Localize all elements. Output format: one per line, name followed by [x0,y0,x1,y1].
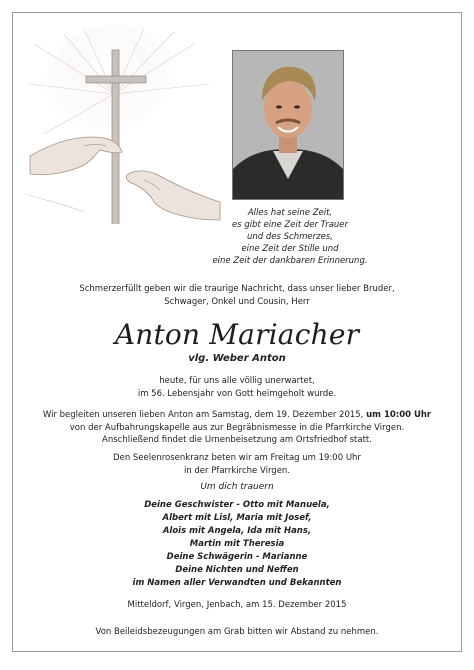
mourner-line: Deine Nichten und Neffen [175,565,299,575]
quote-line: und des Schmerzes, [247,232,333,242]
cross-hands-illustration [24,24,224,224]
rosary-line-2: in der Pfarrkirche Virgen. [183,465,291,476]
portrait-photo [232,50,344,200]
death-notice [24,375,450,400]
mourner-line: Deine Schwägerin - Marianne [166,552,308,562]
mourner-line: im Namen aller Verwandten und Bekannten [132,578,342,588]
memorial-quote [210,207,370,267]
rosary-info [24,452,450,477]
quote-line: eine Zeit der dankbaren Erinnerung. [212,256,368,266]
funeral-line-2: von der Aufbahrungskapelle aus zur Begräbnismesse in die Pfarrkirche Virgen. [69,422,405,433]
intro-text [30,283,444,308]
funeral-info [24,409,450,447]
funeral-line-1 [24,409,450,422]
quote-line: eine Zeit der Stille und [241,244,339,254]
intro-line-1: Schmerzerfüllt geben wir die traurige Nachricht, dass unser lieber Bruder, [79,284,395,294]
mourner-line: Albert mit Lisl, Maria mit Josef, [162,513,312,523]
death-notice-line-1: heute, für uns alle völlig unerwartet, [159,376,315,386]
intro-line-2: Schwager, Onkel und Cousin, Herr [164,296,310,307]
mourner-line: Deine Geschwister - Otto mit Manuela, [144,500,330,510]
mourners-heading: Um dich trauern [200,482,274,492]
deceased-name: Anton Mariacher [114,318,360,351]
mourner-line: Alois mit Angela, Ida mit Hans, [162,526,312,536]
funeral-time: um 10:00 Uhr [366,410,432,420]
funeral-date-text: Wir begleiten unseren lieben Anton am Samstag, dem 19. Dezember 2015, [42,410,367,420]
quote-line: Alles hat seine Zeit, [247,208,333,218]
deceased-alias: vlg. Weber Anton [188,353,286,364]
death-notice-line-2: im 56. Lebensjahr von Gott heimgeholt wurde. [137,388,337,399]
closing-note: Von Beileidsbezeugungen am Grab bitten wir Abstand zu nehmen. [95,627,379,637]
funeral-line-3: Anschließend findet die Urnenbeisetzung am Ortsfriedhof statt. [102,435,372,445]
rosary-line-1: Den Seelenrosenkranz beten wir am Freitag um 19:00 Uhr [113,453,361,463]
quote-line: es gibt eine Zeit der Trauer [231,220,349,230]
portrait-illustration [233,51,343,199]
mourner-line: Martin mit Theresia [189,539,285,549]
place-date: Mitteldorf, Virgen, Jenbach, am 15. Dezember 2015 [127,600,347,610]
mourners-list [24,499,450,590]
